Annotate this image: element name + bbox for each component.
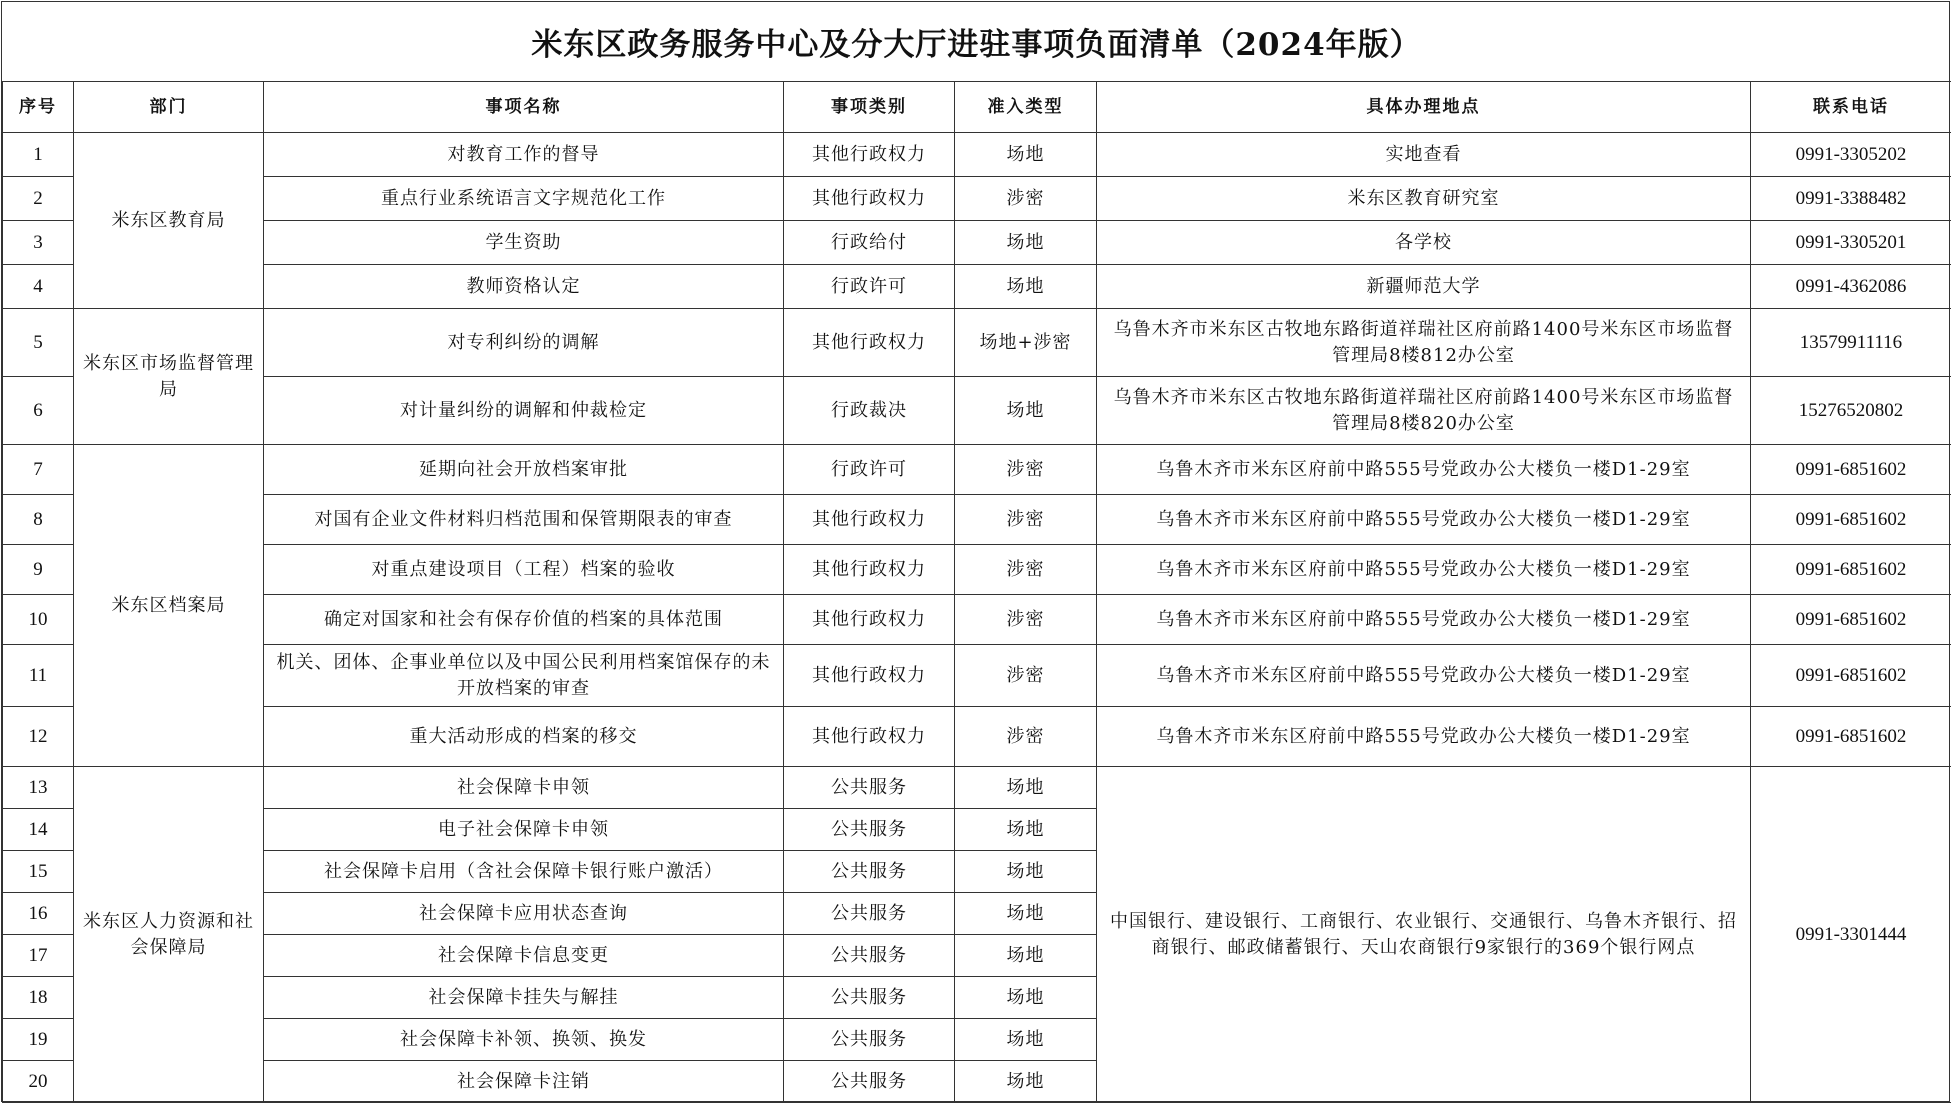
dept-cell-market: 米东区市场监督管理局	[74, 309, 264, 445]
item-type: 公共服务	[784, 935, 955, 977]
address: 乌鲁木齐市米东区府前中路555号党政办公大楼负一楼D1-29室	[1097, 645, 1751, 707]
phone: 0991-6851602	[1751, 495, 1951, 545]
negative-list-sheet	[1, 1, 1950, 1102]
item-name: 社会保障卡注销	[264, 1061, 784, 1103]
table-row	[3, 377, 1951, 445]
row-no: 2	[3, 177, 74, 221]
header-name: 事项名称	[264, 82, 784, 133]
item-type: 其他行政权力	[784, 545, 955, 595]
address: 实地查看	[1097, 133, 1751, 177]
table-row	[3, 595, 1951, 645]
item-type: 公共服务	[784, 977, 955, 1019]
item-type: 其他行政权力	[784, 707, 955, 767]
address: 乌鲁木齐市米东区府前中路555号党政办公大楼负一楼D1-29室	[1097, 707, 1751, 767]
row-no: 5	[3, 309, 74, 377]
phone: 0991-6851602	[1751, 595, 1951, 645]
header-type: 事项类别	[784, 82, 955, 133]
item-name: 对计量纠纷的调解和仲裁检定	[264, 377, 784, 445]
access-type: 涉密	[955, 645, 1097, 707]
phone: 0991-3305202	[1751, 133, 1951, 177]
phone: 13579911116	[1751, 309, 1951, 377]
dept-cell-archive: 米东区档案局	[74, 445, 264, 767]
item-type: 其他行政权力	[784, 645, 955, 707]
item-type: 公共服务	[784, 809, 955, 851]
header-access: 准入类型	[955, 82, 1097, 133]
row-no: 16	[3, 893, 74, 935]
item-name: 重点行业系统语言文字规范化工作	[264, 177, 784, 221]
header-row	[3, 82, 1951, 133]
table-row	[3, 707, 1951, 767]
row-no: 7	[3, 445, 74, 495]
address: 乌鲁木齐市米东区府前中路555号党政办公大楼负一楼D1-29室	[1097, 495, 1751, 545]
table-row	[3, 545, 1951, 595]
table-row	[3, 177, 1951, 221]
item-type: 其他行政权力	[784, 495, 955, 545]
table-row	[3, 309, 1951, 377]
phone: 15276520802	[1751, 377, 1951, 445]
access-type: 场地	[955, 1061, 1097, 1103]
access-type: 场地	[955, 265, 1097, 309]
table-row	[3, 265, 1951, 309]
access-type: 涉密	[955, 595, 1097, 645]
item-name: 社会保障卡信息变更	[264, 935, 784, 977]
row-no: 10	[3, 595, 74, 645]
access-type: 涉密	[955, 495, 1097, 545]
item-type: 行政许可	[784, 265, 955, 309]
item-name: 对教育工作的督导	[264, 133, 784, 177]
header-dept: 部门	[74, 82, 264, 133]
access-type: 涉密	[955, 545, 1097, 595]
address: 乌鲁木齐市米东区古牧地东路街道祥瑞社区府前路1400号米东区市场监督管理局8楼820办公室	[1097, 377, 1751, 445]
phone: 0991-4362086	[1751, 265, 1951, 309]
item-type: 其他行政权力	[784, 595, 955, 645]
item-name: 电子社会保障卡申领	[264, 809, 784, 851]
address: 乌鲁木齐市米东区古牧地东路街道祥瑞社区府前路1400号米东区市场监督管理局8楼812办公室	[1097, 309, 1751, 377]
access-type: 场地	[955, 221, 1097, 265]
dept-cell-hr: 米东区人力资源和社会保障局	[74, 767, 264, 1103]
item-type: 行政给付	[784, 221, 955, 265]
item-type: 公共服务	[784, 851, 955, 893]
table-row	[3, 767, 1951, 809]
access-type: 涉密	[955, 177, 1097, 221]
item-name: 重大活动形成的档案的移交	[264, 707, 784, 767]
phone: 0991-6851602	[1751, 445, 1951, 495]
row-no: 13	[3, 767, 74, 809]
row-no: 6	[3, 377, 74, 445]
row-no: 11	[3, 645, 74, 707]
item-type: 行政裁决	[784, 377, 955, 445]
phone: 0991-3305201	[1751, 221, 1951, 265]
negative-list-table	[2, 81, 1951, 1103]
table-row	[3, 645, 1951, 707]
dept-cell-edu: 米东区教育局	[74, 133, 264, 309]
access-type: 涉密	[955, 445, 1097, 495]
row-no: 18	[3, 977, 74, 1019]
address: 乌鲁木齐市米东区府前中路555号党政办公大楼负一楼D1-29室	[1097, 595, 1751, 645]
address: 新疆师范大学	[1097, 265, 1751, 309]
item-name: 教师资格认定	[264, 265, 784, 309]
table-row	[3, 221, 1951, 265]
item-type: 公共服务	[784, 1019, 955, 1061]
access-type: 场地+涉密	[955, 309, 1097, 377]
row-no: 12	[3, 707, 74, 767]
access-type: 场地	[955, 767, 1097, 809]
access-type: 场地	[955, 935, 1097, 977]
row-no: 14	[3, 809, 74, 851]
address: 乌鲁木齐市米东区府前中路555号党政办公大楼负一楼D1-29室	[1097, 545, 1751, 595]
row-no: 8	[3, 495, 74, 545]
item-type: 公共服务	[784, 893, 955, 935]
item-name: 延期向社会开放档案审批	[264, 445, 784, 495]
row-no: 4	[3, 265, 74, 309]
phone: 0991-3388482	[1751, 177, 1951, 221]
row-no: 17	[3, 935, 74, 977]
address: 米东区教育研究室	[1097, 177, 1751, 221]
item-name: 对国有企业文件材料归档范围和保管期限表的审查	[264, 495, 784, 545]
item-name: 社会保障卡挂失与解挂	[264, 977, 784, 1019]
access-type: 场地	[955, 133, 1097, 177]
access-type: 场地	[955, 377, 1097, 445]
item-name: 学生资助	[264, 221, 784, 265]
item-name: 社会保障卡补领、换领、换发	[264, 1019, 784, 1061]
item-name: 社会保障卡申领	[264, 767, 784, 809]
phone: 0991-6851602	[1751, 707, 1951, 767]
access-type: 场地	[955, 851, 1097, 893]
table-row	[3, 495, 1951, 545]
access-type: 场地	[955, 893, 1097, 935]
address: 乌鲁木齐市米东区府前中路555号党政办公大楼负一楼D1-29室	[1097, 445, 1751, 495]
table-row	[3, 445, 1951, 495]
header-no: 序号	[3, 82, 74, 133]
row-no: 19	[3, 1019, 74, 1061]
item-type: 其他行政权力	[784, 309, 955, 377]
page-title: 米东区政务服务中心及分大厅进驻事项负面清单（2024年版）	[531, 27, 1422, 63]
item-type: 其他行政权力	[784, 133, 955, 177]
access-type: 场地	[955, 809, 1097, 851]
access-type: 场地	[955, 977, 1097, 1019]
table-row	[3, 133, 1951, 177]
item-type: 公共服务	[784, 767, 955, 809]
row-no: 20	[3, 1061, 74, 1103]
access-type: 涉密	[955, 707, 1097, 767]
item-name: 社会保障卡启用（含社会保障卡银行账户激活）	[264, 851, 784, 893]
row-no: 9	[3, 545, 74, 595]
header-address: 具体办理地点	[1097, 82, 1751, 133]
item-type: 行政许可	[784, 445, 955, 495]
row-no: 1	[3, 133, 74, 177]
header-phone: 联系电话	[1751, 82, 1951, 133]
item-type: 公共服务	[784, 1061, 955, 1103]
hr-address: 中国银行、建设银行、工商银行、农业银行、交通银行、乌鲁木齐银行、招商银行、邮政储蓄银行、天山农商银行9家银行的369个银行网点	[1097, 767, 1751, 1103]
item-name: 对专利纠纷的调解	[264, 309, 784, 377]
item-name: 机关、团体、企事业单位以及中国公民利用档案馆保存的未开放档案的审查	[264, 645, 784, 707]
item-name: 对重点建设项目（工程）档案的验收	[264, 545, 784, 595]
phone: 0991-6851602	[1751, 545, 1951, 595]
address: 各学校	[1097, 221, 1751, 265]
item-type: 其他行政权力	[784, 177, 955, 221]
item-name: 社会保障卡应用状态查询	[264, 893, 784, 935]
row-no: 15	[3, 851, 74, 893]
item-name: 确定对国家和社会有保存价值的档案的具体范围	[264, 595, 784, 645]
phone: 0991-6851602	[1751, 645, 1951, 707]
hr-phone: 0991-3301444	[1751, 767, 1951, 1103]
access-type: 场地	[955, 1019, 1097, 1061]
row-no: 3	[3, 221, 74, 265]
